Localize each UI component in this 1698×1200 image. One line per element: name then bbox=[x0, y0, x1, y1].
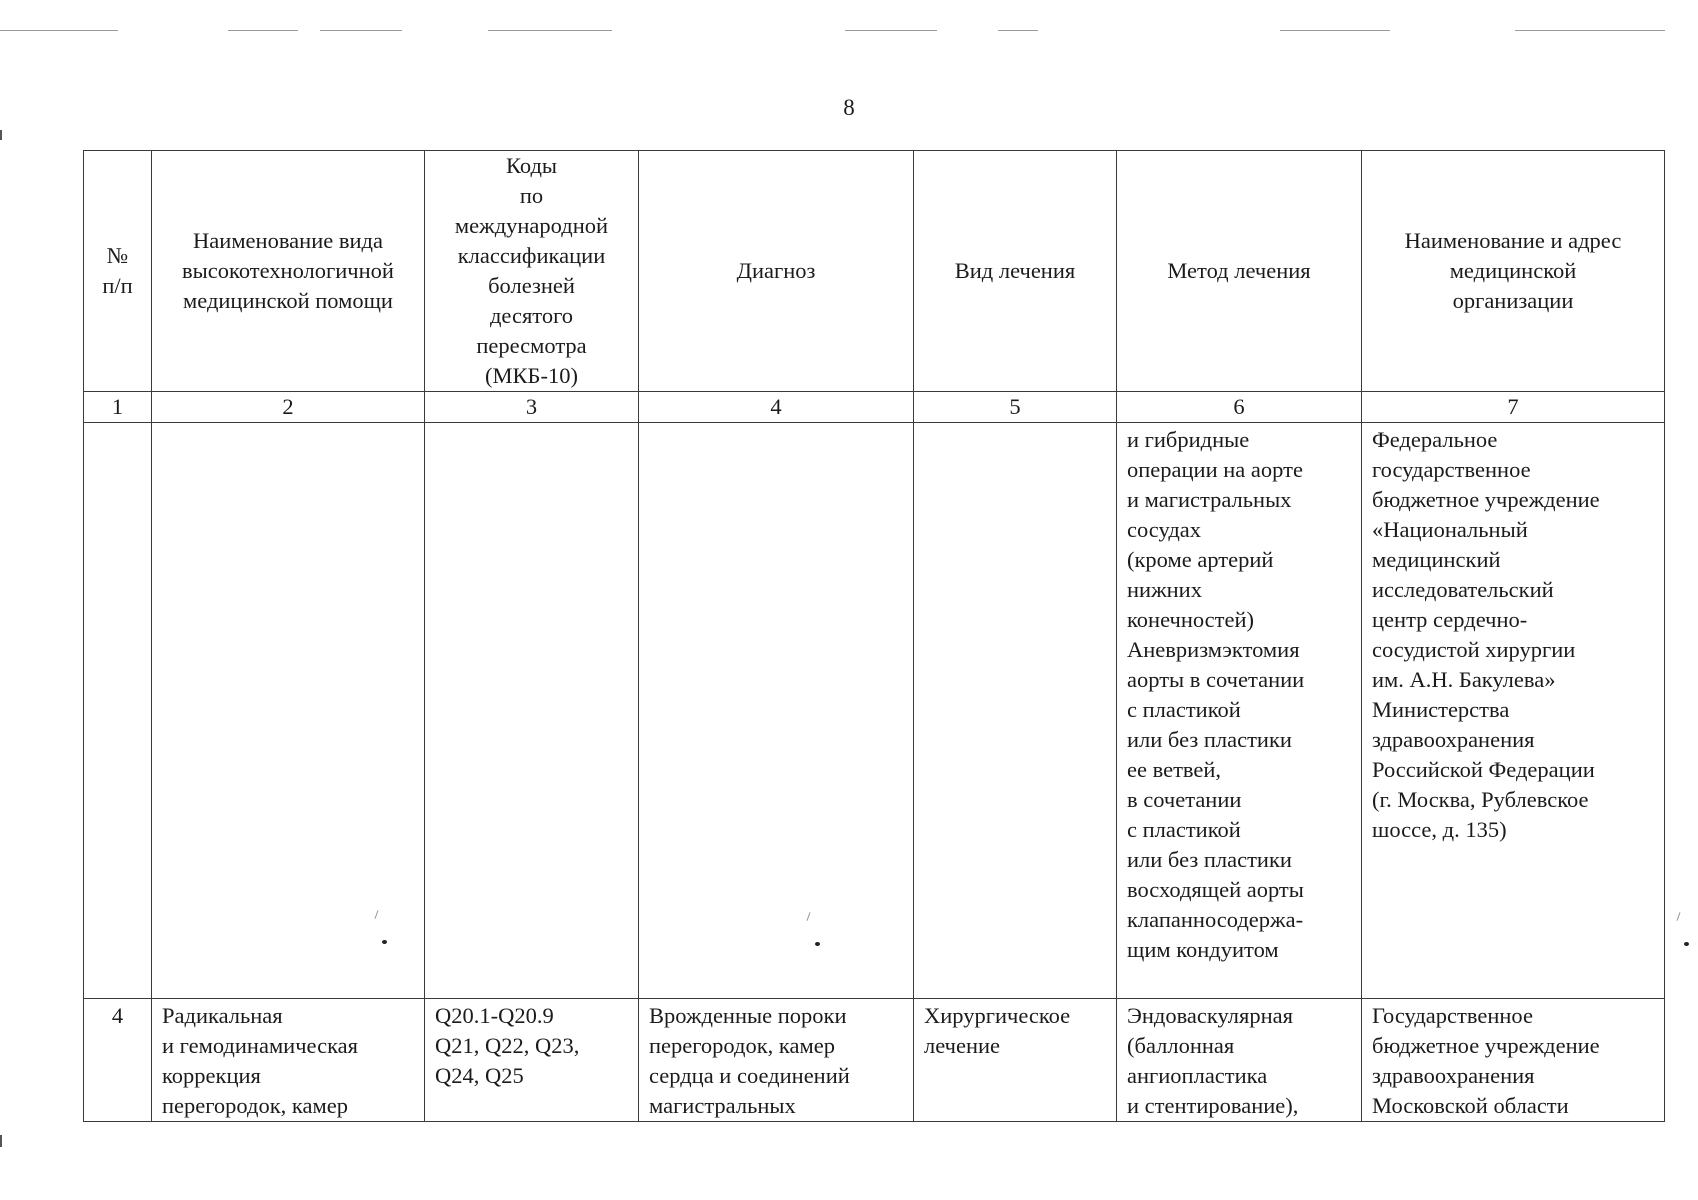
column-number: 7 bbox=[1362, 392, 1665, 423]
header-row-number: № п/п bbox=[84, 151, 152, 392]
column-number: 6 bbox=[1117, 392, 1362, 423]
header-icd-codes: Коды по международной классификации болезней десятого пересмотра (МКБ-10) bbox=[425, 151, 639, 392]
cell-treatment-type bbox=[914, 423, 1117, 999]
cell-treatment-type: Хирургическое лечение bbox=[914, 999, 1117, 1122]
column-number-row bbox=[84, 392, 1665, 423]
cell-organization: Государственное бюджетное учреждение здравоохранения Московской области bbox=[1362, 999, 1665, 1122]
header-treatment-type: Вид лечения bbox=[914, 151, 1117, 392]
scan-speck bbox=[382, 940, 387, 944]
scan-edge-line bbox=[1280, 30, 1390, 31]
header-diagnosis: Диагноз bbox=[639, 151, 914, 392]
table-row bbox=[84, 423, 1665, 999]
cell-care-type: Радикальная и гемодинамическая коррекция перегородок, камер bbox=[152, 999, 425, 1122]
binding-margin-mark bbox=[0, 130, 2, 140]
cell-row-number bbox=[84, 423, 152, 999]
cell-icd-codes: Q20.1-Q20.9 Q21, Q22, Q23, Q24, Q25 bbox=[425, 999, 639, 1122]
column-number: 2 bbox=[152, 392, 425, 423]
header-treatment-method: Метод лечения bbox=[1117, 151, 1362, 392]
column-number: 5 bbox=[914, 392, 1117, 423]
cell-row-number: 4 bbox=[84, 999, 152, 1122]
scan-edge-line bbox=[488, 30, 612, 31]
header-care-type: Наименование вида высокотехнологичной медицинской помощи bbox=[152, 151, 425, 392]
scan-edge-line bbox=[0, 30, 118, 31]
cell-icd-codes bbox=[425, 423, 639, 999]
table-row bbox=[84, 999, 1665, 1122]
cell-treatment-method: Эндоваскулярная (баллонная ангиопластика и стентирование), bbox=[1117, 999, 1362, 1122]
column-number: 4 bbox=[639, 392, 914, 423]
scan-edge-line bbox=[320, 30, 402, 31]
scan-edge-line bbox=[845, 30, 937, 31]
page-number: 8 bbox=[843, 95, 855, 120]
scan-edge-line bbox=[228, 30, 298, 31]
column-number: 3 bbox=[425, 392, 639, 423]
scan-speck bbox=[1676, 912, 1680, 921]
services-table bbox=[83, 150, 1665, 1122]
cell-care-type bbox=[152, 423, 425, 999]
cell-diagnosis bbox=[639, 423, 914, 999]
scan-speck bbox=[815, 942, 820, 946]
scan-edge-line bbox=[1515, 30, 1665, 31]
binding-margin-mark bbox=[0, 1135, 2, 1147]
header-organization: Наименование и адрес медицинской организации bbox=[1362, 151, 1665, 392]
scan-speck bbox=[1684, 942, 1689, 946]
table-header-row bbox=[84, 151, 1665, 392]
cell-organization: Федеральное государственное бюджетное учреждение «Национальный медицинский исследовательский центр сердечно- сосудистой хирургии им. А.Н. Бакулева» Министерства здравоохранения Российской Федерации (г. Москва, Рублевское шоссе, д. 135) bbox=[1362, 423, 1665, 999]
cell-treatment-method: и гибридные операции на аорте и магистральных сосудах (кроме артерий нижних конечностей) Аневризмэктомия аорты в сочетании с пластикой или без пластики ее ветвей, в сочетании с пластикой или без пластики восходящей аорты клапанносодержа- щим кондуитом bbox=[1117, 423, 1362, 999]
column-number: 1 bbox=[84, 392, 152, 423]
scan-edge-line bbox=[998, 30, 1038, 31]
cell-diagnosis: Врожденные пороки перегородок, камер сердца и соединений магистральных bbox=[639, 999, 914, 1122]
